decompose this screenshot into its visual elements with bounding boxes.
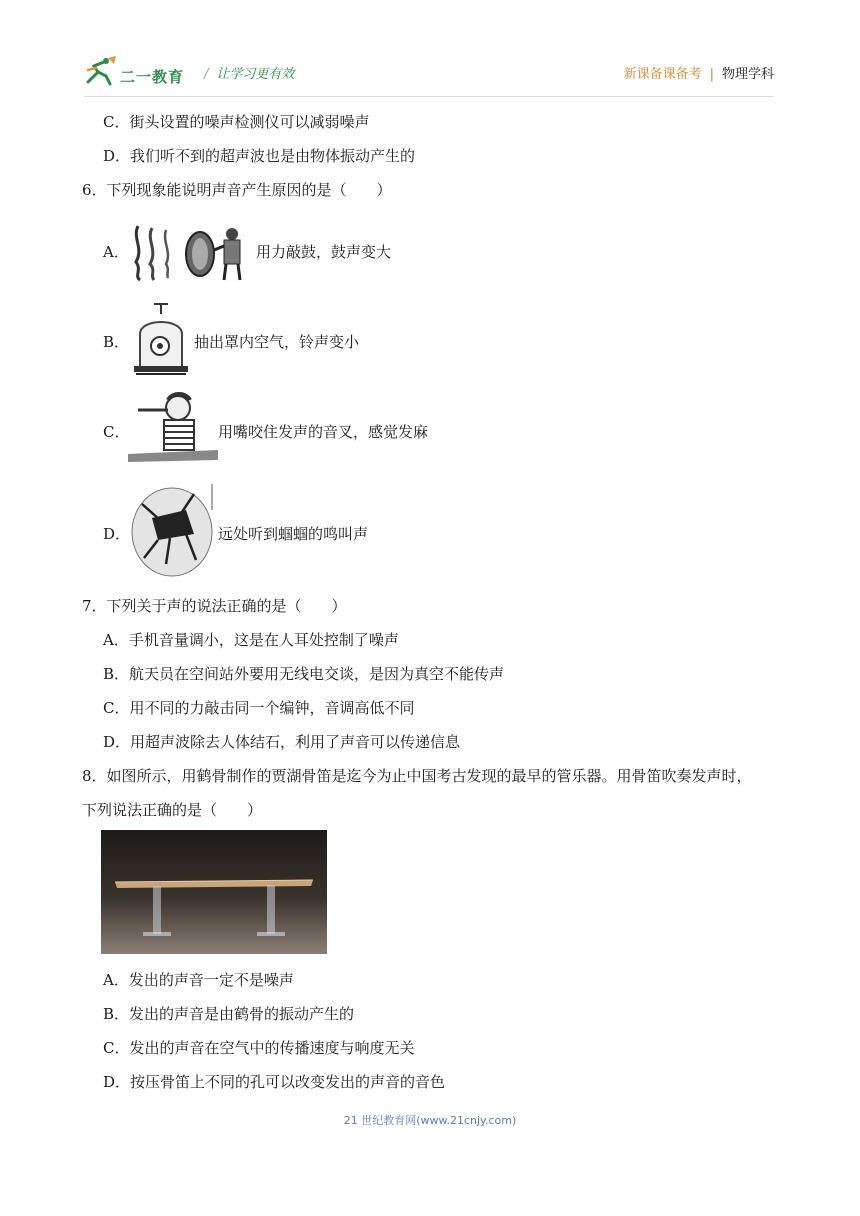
tuning-fork-figure-icon — [128, 390, 218, 464]
katydid-figure-icon — [130, 480, 216, 578]
q8-stem-line1: 8．如图所示，用鹤骨制作的贾湖骨笛是迄今为止中国考古发现的最早的管乐器。用骨笛吹奏发声时， — [82, 767, 752, 785]
q5-option-c: C．街头设置的噪声检测仪可以减弱噪声 — [103, 113, 370, 131]
runner-logo-icon — [84, 56, 120, 86]
q8-option-d: D．按压骨笛上不同的孔可以改变发出的声音的音色 — [103, 1073, 446, 1091]
q6-option-c-text: 用嘴咬住发声的音叉，感觉发麻 — [218, 423, 429, 441]
q8-option-a: A．发出的声音一定不是噪声 — [103, 971, 294, 989]
header-divider — [84, 96, 774, 97]
q8-option-b: B．发出的声音是由鹤骨的振动产生的 — [103, 1005, 355, 1023]
bell-jar-figure-icon — [132, 300, 190, 380]
course-label: 新课备课备考 — [623, 67, 702, 82]
q6-option-a-text: 用力敲鼓，鼓声变大 — [256, 243, 392, 261]
q7-option-a: A．手机音量调小，这是在人耳处控制了噪声 — [103, 631, 399, 649]
slogan-slash: / — [204, 67, 209, 82]
q7-option-b: B．航天员在空间站外要用无线电交谈，是因为真空不能传声 — [103, 665, 505, 683]
q8-stem-line2: 下列说法正确的是（ ） — [82, 801, 263, 819]
q5-option-d: D．我们听不到的超声波也是由物体振动产生的 — [103, 147, 416, 165]
slogan-text: 让学习更有效 — [216, 67, 295, 82]
q6-option-b-text: 抽出罩内空气，铃声变小 — [194, 333, 360, 351]
q6-stem: 6．下列现象能说明声音产生原因的是（ ） — [82, 181, 392, 199]
q6-option-d-letter: D． — [103, 525, 131, 543]
q6-option-c-letter: C． — [103, 423, 130, 441]
logo — [84, 56, 194, 92]
q7-option-d: D．用超声波除去人体结石，利用了声音可以传递信息 — [103, 733, 461, 751]
q6-option-b-letter: B． — [103, 333, 130, 351]
page-header — [84, 56, 774, 92]
q7-stem: 7．下列关于声的说法正确的是（ ） — [82, 597, 347, 615]
subject-label: 物理学科 — [721, 67, 774, 82]
slogan — [204, 63, 294, 82]
header-separator: | — [709, 67, 714, 82]
drum-figure-icon — [128, 218, 250, 284]
q6-option-a-letter: A． — [103, 243, 129, 261]
q7-option-c: C．用不同的力敲击同一个编钟，音调高低不同 — [103, 699, 415, 717]
bone-flute-photo — [101, 830, 327, 954]
page-footer: 21 世纪教育网(www.21cnjy.com) — [343, 1114, 517, 1127]
q6-option-d-text: 远处听到蝈蝈的鸣叫声 — [218, 525, 369, 543]
logo-text: 二一教育 — [120, 68, 185, 86]
header-right — [624, 63, 774, 82]
q8-option-c: C．发出的声音在空气中的传播速度与响度无关 — [103, 1039, 415, 1057]
